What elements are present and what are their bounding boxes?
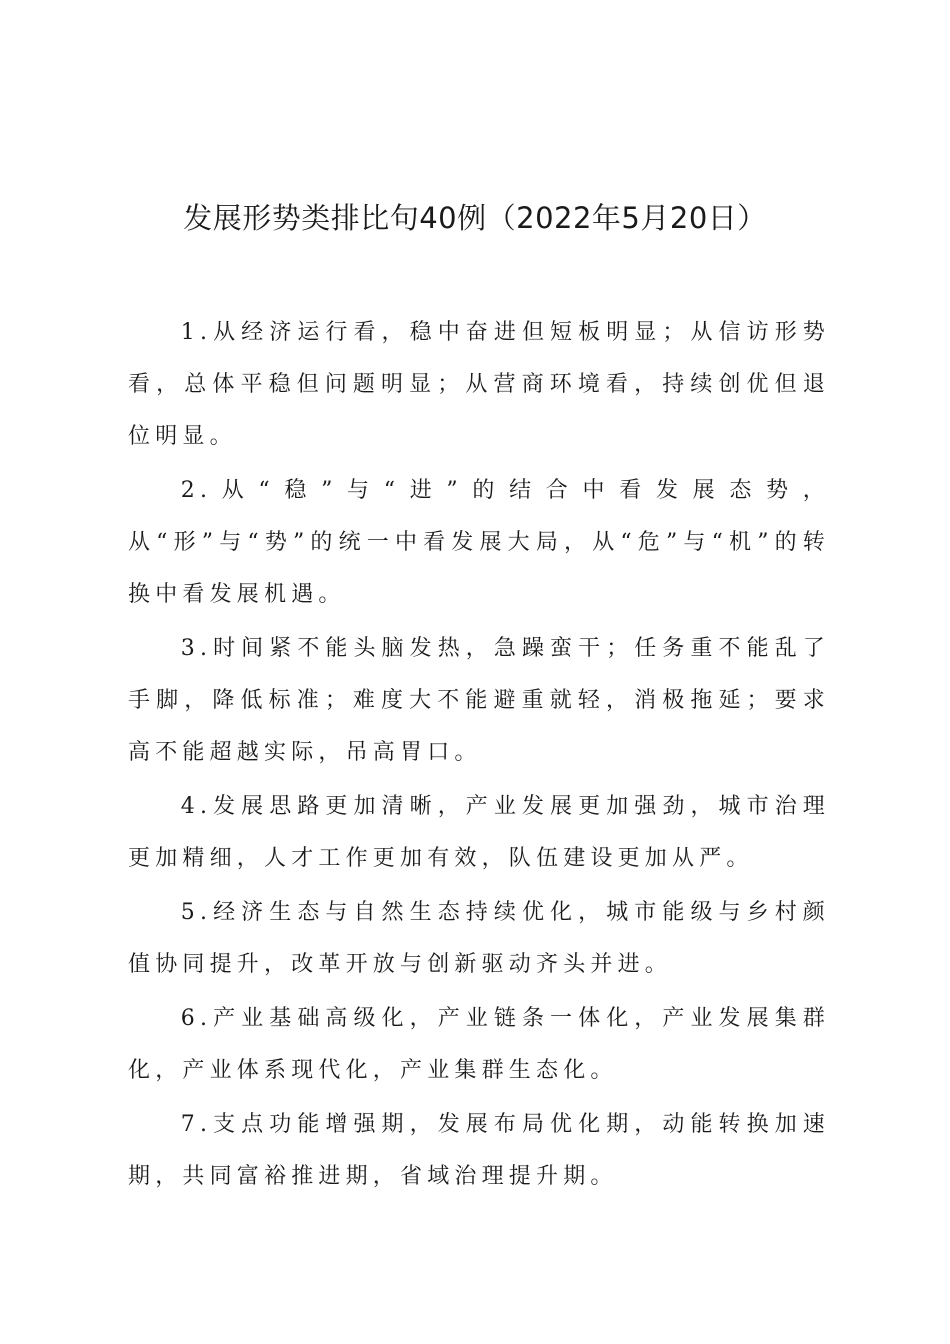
paragraph-7: 7.支点功能增强期，发展布局优化期，动能转换加速期，共同富裕推进期，省域治理提升期。 bbox=[128, 1112, 830, 1189]
paragraph-6: 6.产业基础高级化，产业链条一体化，产业发展集群化，产业体系现代化，产业集群生态化。 bbox=[128, 1006, 830, 1083]
paragraph-2: 2.从“稳”与“进”的结合中看发展态势，从“形”与“势”的统一中看发展大局，从“危”与“机”的转换中看发展机遇。 bbox=[128, 478, 830, 607]
paragraph-5: 5.经济生态与自然生态持续优化，城市能级与乡村颜值协同提升，改革开放与创新驱动齐头并进。 bbox=[128, 900, 830, 977]
document-body bbox=[128, 307, 830, 1203]
document-title: 发展形势类排比句40例（2022年5月20日） bbox=[183, 201, 767, 235]
paragraph-3: 3.时间紧不能头脑发热，急躁蛮干；任务重不能乱了手脚，降低标准；难度大不能避重就轻，消极拖延；要求高不能超越实际，吊高胃口。 bbox=[128, 636, 830, 765]
paragraph-1: 1.从经济运行看，稳中奋进但短板明显；从信访形势看，总体平稳但问题明显；从营商环境看，持续创优但退位明显。 bbox=[128, 320, 830, 449]
paragraph-4: 4.发展思路更加清晰，产业发展更加强劲，城市治理更加精细，人才工作更加有效，队伍建设更加从严。 bbox=[128, 794, 830, 871]
